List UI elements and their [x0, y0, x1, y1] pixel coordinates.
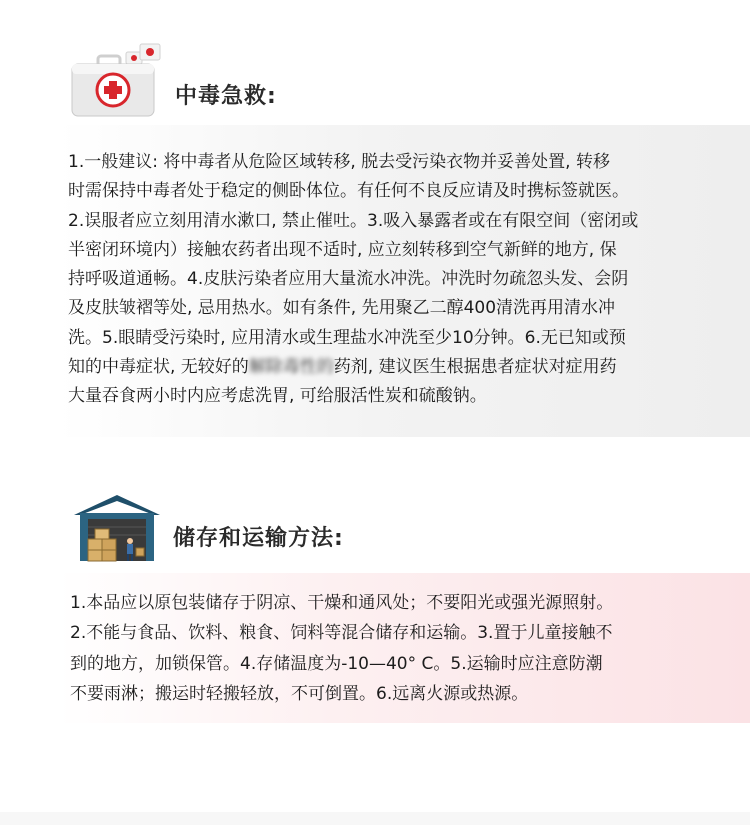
text-line: 药剂, 建议医生根据患者症状对症用药 — [333, 357, 617, 378]
text-line: 到的地方，加锁保管。4.存储温度为-10—40° C。5.运输时应注意防潮 — [70, 653, 603, 674]
text-line: 1.本品应以原包装储存于阴凉、干燥和通风处；不要阳光或强光源照射。 — [70, 593, 614, 613]
text-line: 2.误服者应立刻用清水漱口, 禁止催吐。3.吸入暴露者或在有限空间（密闭或 — [68, 210, 639, 231]
section-title-first-aid: 中毒急救: — [175, 84, 277, 109]
blurred-text: 解除毒性的 — [248, 357, 334, 378]
text-line: 1.一般建议: 将中毒者从危险区域转移, 脱去受污染衣物并妥善处置, 转移 — [68, 152, 610, 172]
storage-text — [70, 588, 735, 709]
text-line: 持呼吸道通畅。4.皮肤污染者应用大量流水冲洗。冲洗时勿疏忽头发、会阴 — [68, 269, 629, 290]
first-aid-text — [68, 148, 733, 412]
text-line: 知的中毒症状, 无较好的 — [68, 357, 249, 378]
page-bottom-strip — [0, 812, 750, 825]
text-line: 洗。5.眼睛受污染时, 应用清水或生理盐水冲洗至少10分钟。6.无已知或预 — [68, 327, 626, 348]
text-line: 及皮肤皱褶等处, 忌用热水。如有条件, 先用聚乙二醇400清洗再用清水冲 — [68, 298, 616, 319]
text-line: 不要雨淋；搬运时轻搬轻放，不可倒置。6.远离火源或热源。 — [70, 683, 529, 704]
section-title-storage: 储存和运输方法: — [173, 526, 344, 551]
text-line: 2.不能与食品、饮料、粮食、饲料等混合储存和运输。3.置于儿童接触不 — [70, 623, 613, 644]
text-line: 大量吞食两小时内应考虑洗胃, 可给服活性炭和硫酸钠。 — [68, 386, 487, 407]
first-aid-kit-icon — [70, 40, 162, 120]
text-line: 半密闭环境内）接触农药者出现不适时, 应立刻转移到空气新鲜的地方, 保 — [68, 239, 617, 260]
warehouse-icon — [74, 493, 160, 563]
text-line: 时需保持中毒者处于稳定的侧卧体位。有任何不良反应请及时携标签就医。 — [68, 181, 629, 202]
